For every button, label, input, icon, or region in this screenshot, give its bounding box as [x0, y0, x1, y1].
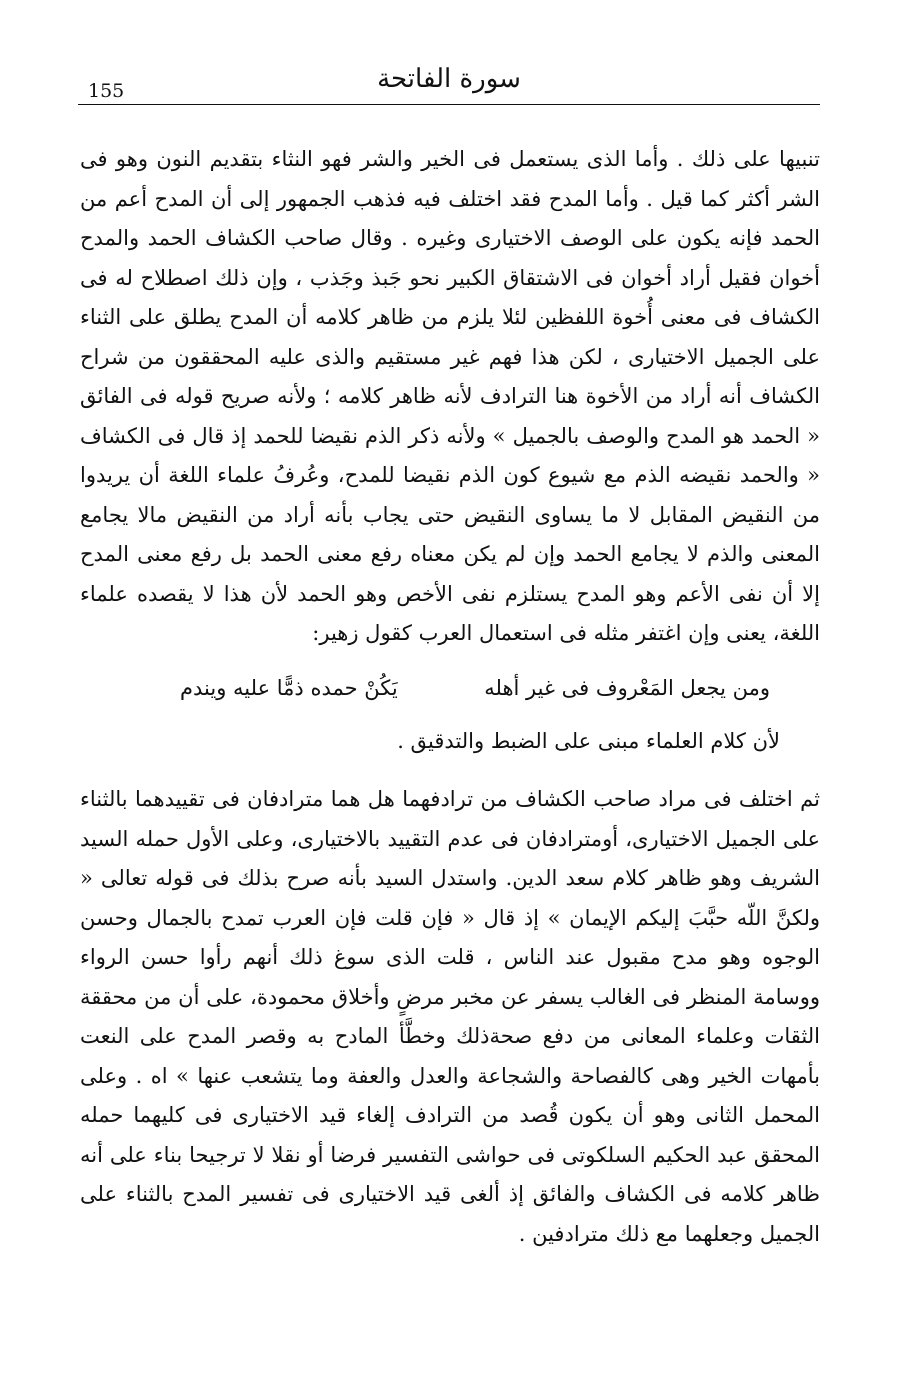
paragraph-1: تنبيها على ذلك . وأما الذى يستعمل فى الخير والشر فهو النثاء بتقديم النون وهو فى الشر أكثر كما قيل . وأما المدح فقد اختلف فيه فذهب الجمهور إلى أن المدح أعم من الحمد فإنه يكون على الوصف الاختيارى وغيره . وقال صاحب الكشاف الحمد والمدح أخوان فقيل أراد أخوان فى الاشتقاق الكبير نحو جَبذ وجَذب ، وإن ذلك اصطلاح له فى الكشاف فى معنى أُخوة اللفظين لئلا يلزم من ظاهر كلامه أن المدح يطلق على الثناء على الجميل الاختيارى ، لكن هذا فهم غير مستقيم والذى عليه المحققون من شراح الكشاف أنه أراد من الأخوة هنا الترادف لأنه ظاهر كلامه ؛ ولأنه صريح قوله فى الفائق « الحمد هو المدح والوصف بالجميل » ولأنه ذكر الذم نقيضا للحمد إذ قال فى الكشاف « والحمد نقيضه الذم مع شيوع كون الذم نقيضا للمدح، وعُرفُ علماء اللغة أن يريدوا من النقيض المقابل لا ما يساوى النقيض حتى يجاب بأنه أراد من النقيض مالا يجامع المعنى والذم لا يجامع الحمد وإن لم يكن معناه رفع معنى الحمد بل رفع معنى المدح إلا أن نفى الأعم وهو المدح يستلزم نفى الأخص وهو الحمد لأن هذا لا يقصده علماء اللغة، يعنى وإن اغتفر مثله فى استعمال العرب كقول زهير: [80, 147, 820, 645]
paragraph-2: ثم اختلف فى مراد صاحب الكشاف من ترادفهما هل هما مترادفان فى تقييدهما بالثناء على الجميل الاختيارى، أومترادفان فى عدم التقييد بالاختيارى، وعلى الأول حمله السيد الشريف وهو ظاهر كلام سعد الدين. واستدل السيد بأنه صرح بذلك فى قوله تعالى « ولكنَّ اللّه حبَّبَ إليكم الإيمان » إذ قال « فإن قلت فإن العرب تمدح بالجمال وحسن الوجوه وهو مدح مقبول عند الناس ، قلت الذى سوغ ذلك أنهم رأوا حسن الرواء ووسامة المنظر فى الغالب يسفر عن مخبر مرضٍ وأخلاق محمودة، على أن من محققة الثقات وعلماء المعانى من دفع صحةذلك وخطَّأ المادح به وقصر المدح على النعت بأمهات الخير وهى كالفصاحة والشجاعة والعدل والعفة وما يتشعب عنها » اه . وعلى المحمل الثانى وهو أن يكون قُصد من الترادف إلغاء قيد الاختيارى فى كليهما حمله المحقق عبد الحكيم السلكوتى فى حواشى التفسير فرضا أو نقلا لا ترجيحا بناء على أنه ظاهر كلامه فى الكشاف والفائق إذ ألغى قيد الاختيارى فى تفسير المدح بالثناء على الجميل وجعلهما مع ذلك مترادفين . [80, 787, 821, 1246]
verse-hemistich-2: يَكُنْ حمده ذمًّا عليه ويندم [180, 676, 398, 700]
page-number: 155 [88, 80, 125, 102]
verse-hemistich-1: ومن يجعل المَعْروف فى غير أهله [484, 676, 770, 700]
header-rule [78, 104, 820, 105]
running-title: سورة الفاتحة [377, 64, 521, 94]
poetry-verse [180, 676, 770, 700]
after-verse-line: لأن كلام العلماء مبنى على الضبط والتدقيق . [397, 729, 780, 753]
page-header [78, 60, 820, 104]
